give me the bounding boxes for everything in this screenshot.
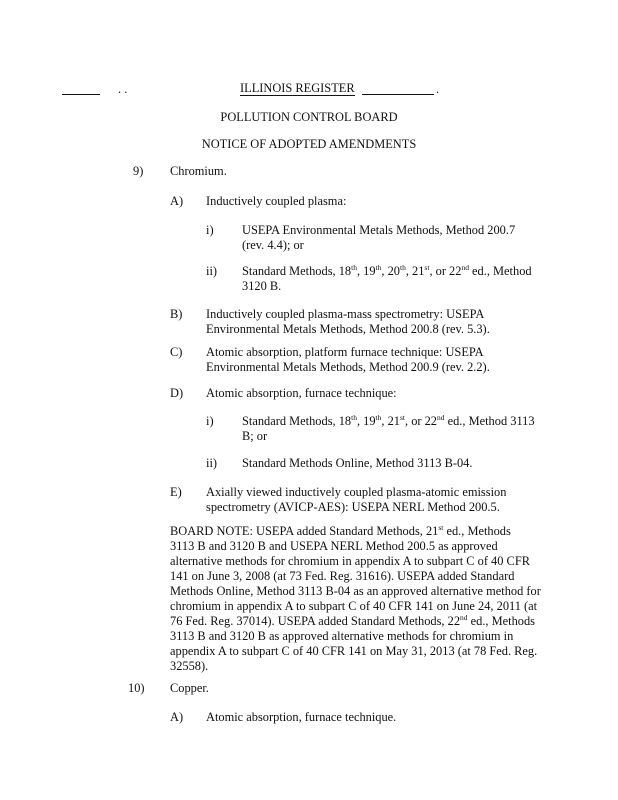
board-note-line6: chromium in appendix A to subpart C of 40 CFR 141 on June 24, 2011 (at (170, 599, 538, 613)
board-note-line4: 141 on June 3, 2008 (at 73 Fed. Reg. 31616). USEPA added Standard (170, 569, 515, 583)
board-note-line10: 32558). (170, 659, 209, 673)
item-9c-text (206, 345, 490, 375)
item-9d-i-line1: Standard Methods, 18th, 19th, 21st, or 22nd ed., Method 3113 (242, 413, 535, 428)
item-10a-text: Atomic absorption, furnace technique. (206, 710, 397, 724)
item-9e-line1: Axially viewed inductively coupled plasma-atomic emission (206, 485, 507, 499)
item-9a-label: A) (170, 194, 184, 208)
board-note-line1: BOARD NOTE: USEPA added Standard Methods, 21st ed., Methods (170, 523, 511, 538)
header-right-rule (362, 94, 434, 95)
item-9d-label: D) (170, 386, 184, 400)
item-9d-text: Atomic absorption, furnace technique: (206, 386, 397, 400)
item-9e-line2: spectrometry (AVICP-AES): USEPA NERL Method 200.5. (206, 500, 500, 514)
item-9b-line1: Inductively coupled plasma-mass spectrometry: USEPA (206, 307, 485, 321)
item-9c-label: C) (170, 345, 183, 359)
item-9e-label: E) (170, 485, 182, 499)
item-9a-i-label: i) (206, 223, 214, 237)
item-9-number: 9) (133, 164, 144, 178)
item-9d-i-line2: B; or (242, 429, 268, 443)
item-9a-text: Inductively coupled plasma: (206, 194, 347, 208)
item-10-title: Copper. (170, 681, 209, 695)
board-note-line8: 3113 B and 3120 B as approved alternative methods for chromium in (170, 629, 514, 643)
item-9d-i-text (242, 414, 535, 444)
item-9a-i-text (242, 223, 515, 253)
item-9d-ii-label: ii) (206, 456, 218, 470)
item-9a-i-line2: (rev. 4.4); or (242, 238, 304, 252)
item-9d-ii-text: Standard Methods Online, Method 3113 B-04. (242, 456, 473, 470)
item-9e-text (206, 485, 506, 515)
item-9b-label: B) (170, 307, 183, 321)
header-left-rule (62, 94, 100, 95)
item-9c-line1: Atomic absorption, platform furnace technique: USEPA (206, 345, 484, 359)
board-note-line5: Methods Online, Method 3113 B-04 as an approved alternative method for (170, 584, 541, 598)
item-9c-line2: Environmental Metals Methods, Method 200.9 (rev. 2.2). (206, 360, 490, 374)
notice-title: NOTICE OF ADOPTED AMENDMENTS (201, 137, 417, 151)
board-title: POLLUTION CONTROL BOARD (220, 110, 398, 124)
item-9a-ii-line1: Standard Methods, 18th, 19th, 20th, 21st, or 22nd ed., Method (242, 263, 532, 278)
item-9a-i-line1: USEPA Environmental Metals Methods, Method 200.7 (242, 223, 516, 237)
register-title-text: ILLINOIS REGISTER (240, 81, 355, 95)
item-10-number: 10) (128, 681, 145, 695)
board-note-line9: appendix A to subpart C of 40 CFR 141 on May 31, 2013 (at 78 Fed. Reg. (170, 644, 538, 658)
header-left-mark: . . (118, 82, 128, 96)
item-9-title: Chromium. (170, 164, 227, 178)
item-9d-i-label: i) (206, 414, 214, 428)
item-9a-ii-label: ii) (206, 264, 218, 278)
board-note (170, 524, 541, 674)
board-note-line7: 76 Fed. Reg. 37014). USEPA added Standard Methods, 22nd ed., Methods (170, 613, 535, 628)
header-trailing-mark: . (436, 82, 440, 96)
item-9a-ii-text (242, 264, 532, 294)
item-10a-label: A) (170, 710, 184, 724)
item-9a-ii-line2: 3120 B. (242, 279, 282, 293)
register-title (240, 81, 355, 96)
board-note-line2: 3113 B and 3120 B and USEPA NERL Method 200.5 as approved (170, 539, 498, 553)
item-9b-line2: Environmental Metals Methods, Method 200.8 (rev. 5.3). (206, 322, 490, 336)
item-9b-text (206, 307, 490, 337)
board-note-line3: alternative methods for chromium in appendix A to subpart C of 40 CFR (170, 554, 530, 568)
